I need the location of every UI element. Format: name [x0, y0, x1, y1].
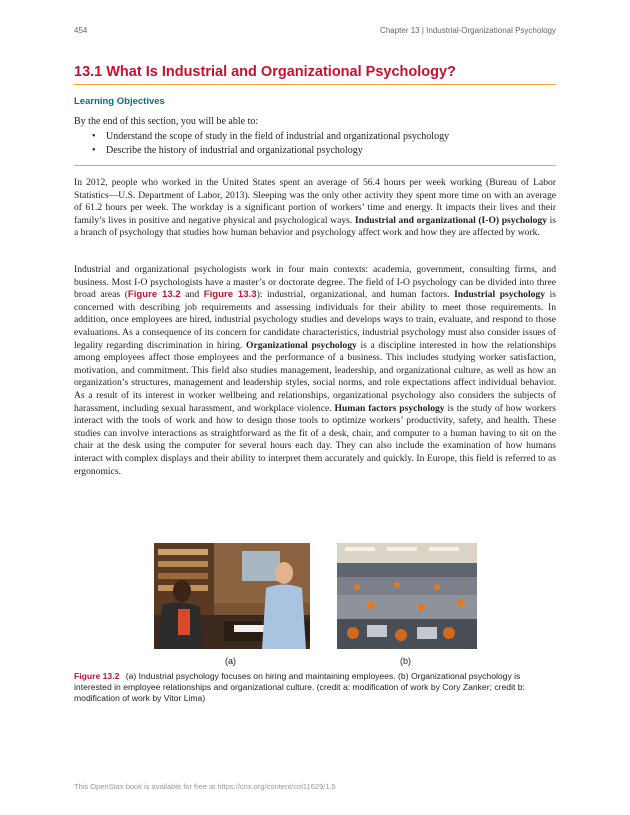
learning-objective-item: • Understand the scope of study in the field of industrial and organizational psychology	[92, 130, 449, 144]
figure-number: Figure 13.2	[74, 671, 120, 681]
paragraph-2-and: and	[185, 289, 200, 301]
paragraph-1	[74, 177, 556, 240]
objectives-rule	[74, 165, 556, 166]
paragraph-1-text-a: In 2012, people who worked in the United States spent an average of 56.4 hours per week working (Bureau of Labor Statistics—U.S. Department of Labor, 2013). Sleeping was the only other activity they spent more time on with an average of 61.2 hours per week. The workday is a significant portion of workers’ time and energy. It impacts their lives and their family’s lives in positive and negative physical and psychological ways.	[74, 177, 556, 226]
term-industrial-psychology: Industrial psychology	[454, 289, 546, 301]
title-rule	[74, 84, 556, 85]
paragraph-2-text-d: is a discipline interested in how the relationships among employees affect those employees and the performance of a business. This includes studying worker satisfaction, motivation, and commitment. This field also studies management, leadership, and organizational culture, as well as how an organization’s structures, management and leadership styles, social norms, and role expectations affect individual behavior. As a result of its interest in worker wellbeing and relationships, organizational psychology also considers the subjects of harassment, including sexual harassment, and workplace violence.	[74, 339, 556, 414]
figure-13-2-link[interactable]: Figure 13.2	[127, 289, 181, 301]
paragraph-1-text-b: is a branch of psychology that studies how human behavior and psychology affect work and how they are affected by work.	[74, 214, 557, 239]
figure-caption	[74, 671, 556, 703]
figure-label-a: (a)	[225, 656, 236, 666]
figure-label-b: (b)	[400, 656, 411, 666]
learning-objectives-heading: Learning Objectives	[74, 96, 165, 107]
term-io-psychology: Industrial and organizational (I-O) psychology	[354, 214, 548, 226]
paragraph-2-text-a: Industrial and organizational psychologists work in four main contexts: academia, government, consulting firms, and business. Most I-O psychologists have a master’s or doctorate degree. The field of I-O psychology can be divided into three broad areas (	[74, 264, 556, 301]
chapter-running-head: Chapter 13 | Industrial-Organizational Psychology	[380, 26, 556, 35]
figure-photo-office	[337, 543, 477, 649]
page-number: 454	[74, 26, 88, 35]
figure-13-3-link[interactable]: Figure 13.3	[203, 289, 257, 301]
paragraph-2-text-b: ): industrial, organizational, and human factors.	[256, 289, 450, 301]
paragraph-2	[74, 264, 556, 478]
term-organizational-psychology: Organizational psychology	[246, 339, 357, 351]
figure-photo-interview	[154, 543, 310, 649]
section-title: 13.1 What Is Industrial and Organizational Psychology?	[74, 64, 456, 80]
learning-objectives-intro: By the end of this section, you will be able to:	[74, 116, 259, 127]
learning-objective-item: • Describe the history of industrial and organizational psychology	[92, 144, 449, 158]
learning-objectives-list	[92, 130, 449, 158]
paragraph-2-text-c: is concerned with describing job requirements and assessing individuals for their ability to meet those requirements. In addition, once employees are hired, industrial psychology studies and develops ways to train, evaluate, and respond to those evaluations. As a consequence of its concern for candidate characteristics, industrial psychology must also consider issues of legality regarding discrimination in hiring.	[74, 289, 556, 351]
page-footer: This OpenStax book is available for free at https://cnx.org/content/col11629/1.5	[74, 782, 336, 791]
paragraph-2-text-e: is the study of how workers interact with the tools of work and how to design those tools to optimize workers’ productivity, safety, and health. These studies can involve interactions as straightforward as the fit of a desk, chair, and computer to a human having to sit on the chair at the desk using the computer for several hours each day. They can also include the examination of how humans interact with complex displays and their ability to interpret them accurately and quickly. In Europe, this field is referred to as ergonomics.	[74, 402, 556, 477]
figure-caption-text: (a) Industrial psychology focuses on hiring and maintaining employees. (b) Organizational psychology is interested in employee relationships and organizational culture. (credit a: modification of work by Cory Zanker; credit b: modification of work by Vitor Lima)	[74, 671, 525, 703]
term-human-factors-psychology: Human factors psychology	[334, 402, 445, 414]
